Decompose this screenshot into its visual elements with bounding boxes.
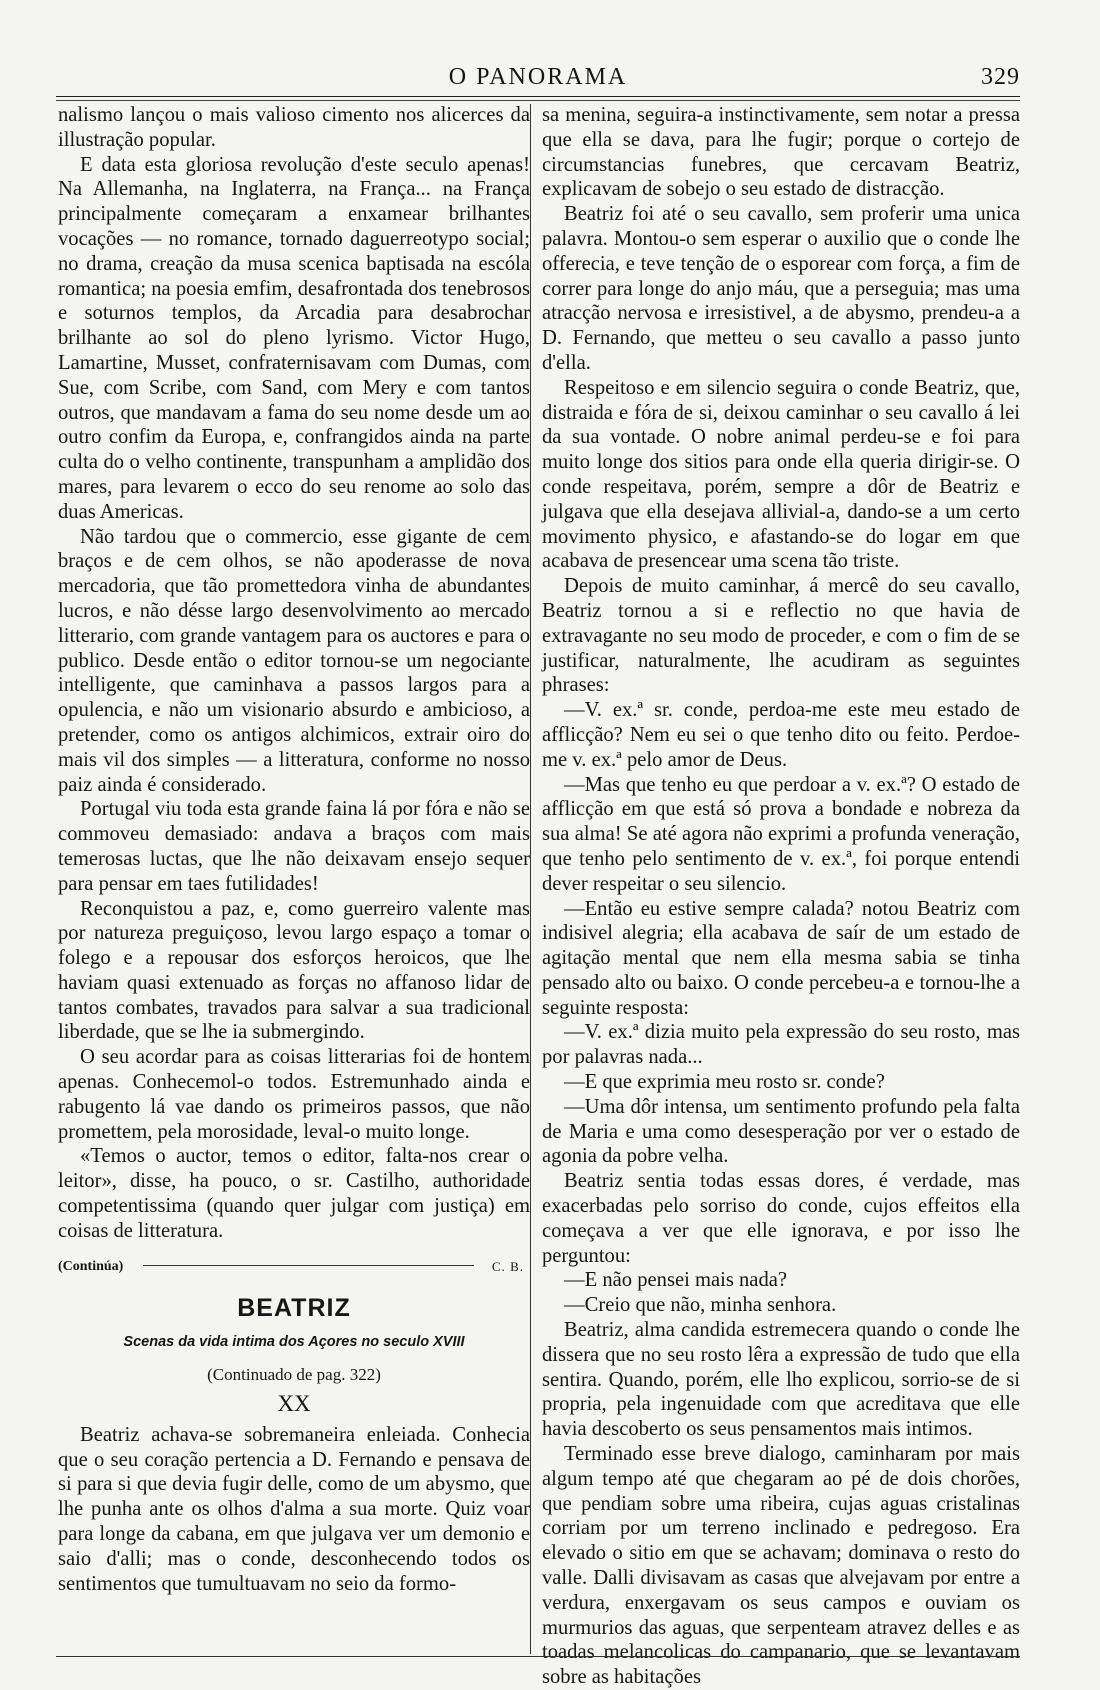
paragraph: nalismo lançou o mais valioso cimento nos alicerces da illustração popular. (58, 104, 530, 151)
article-title: BEATRIZ (237, 1293, 351, 1322)
header-rule-thin (56, 100, 1020, 101)
separator-rule (143, 1265, 474, 1266)
continua-note: (Continúa) (58, 1258, 124, 1274)
paragraph: Beatriz foi até o seu cavallo, sem proferir uma unica palavra. Montou-o sem esperar o auxilio que o conde lhe offerecia, e teve tenção de o esporear com força, a fim de correr para longe do anjo máu, que a perseguia; mas uma atracção nervosa e irresistivel, a de abysmo, prendeu-a a D. Fernando, que metteu o seu cavallo a passo junto d'ella. (542, 203, 1020, 374)
page-number: 329 (981, 64, 1020, 90)
author-signature: C. B. (491, 1258, 524, 1274)
paragraph: Terminado esse breve dialogo, caminharam por mais algum tempo até que chegaram ao pé de dois chorões, que pendiam sobre uma ribeira, cujas aguas cristalinas corriam por um terreno inclinado e pedregoso. Era elevado o sitio em que se achavam; dominava o resto do valle. Dalli divisavam as casas que alvejavam por entre a verdura, enxergavam os seus campos e ouviam os murmurios das aguas, que serpenteam atravez delles e as toadas melancolicas do campanario, que se levantavam sobre as habitações (542, 1443, 1020, 1689)
paragraph: sa menina, seguira-a instinctivamente, sem notar a pressa que ella se dava, para lhe fugir; porque o cortejo de circumstancias funebres, que cercavam Beatriz, explicavam de sobejo o seu estado de distracção. (542, 104, 1020, 201)
article-subtitle: Scenas da vida intima dos Açores no seculo XVIII (123, 1334, 465, 1351)
column-divider (530, 104, 531, 1654)
dialogue-line: —E não pensei mais nada? (564, 1269, 788, 1292)
paragraph: E data esta gloriosa revolução d'este seculo apenas! Na Allemanha, na Inglaterra, na França... na França principalmente começaram a enxamear brilhantes vocações — no romance, tornado daguerreotypo social; no drama, creação da musa scenica baptisada na escóla romantica; na poesia emfim, desafrontada dos tenebrosos e soturnos templos, da Arcadia para desabrochar brilhante ao sol do pleno lyrismo. Victor Hugo, Lamartine, Musset, confraternisavam com Dumas, com Sue, com Scribe, com Sand, com Mery e com tantos outros, que mandavam a fama do seu nome desde um ao outro confim da Europa, e, confrangidos ainda na parte culta do o velho continente, transpunham a amplidão dos mares, para levarem o ecco do seu renome ao solo das duas Americas. (58, 153, 530, 523)
paragraph: Respeitoso e em silencio seguira o conde Beatriz, que, distraida e fóra de si, deixou caminhar o seu cavallo á lei da sua vontade. O nobre animal perdeu-se e foi para muito longe dos sitios para onde ella queria dirigir-se. O conde respeitava, porém, sempre a dôr de Beatriz e julgava que ella desejava allivial-a, dando-se a um certo movimento physico, e afastando-se do logar em que acabava de presencear uma scena tão triste. (542, 376, 1020, 573)
dialogue-line: —Então eu estive sempre calada? notou Beatriz com indisivel alegria; ella acabava de saír de um estado de agitação mental que nem ella mesma sabia se tinha pensado alto ou baixo. O conde percebeu-a e tornou-lhe a seguinte resposta: (542, 897, 1020, 1019)
paragraph: Portugal viu toda esta grande faina lá por fóra e não se commoveu demasiado: andava a braços com mais temerosas luctas, que lhe não deixavam ensejo sequer para pensar em taes futilidades! (58, 798, 530, 895)
paragraph: «Temos o auctor, temos o editor, falta-nos crear o leitor», disse, ha pouco, o sr. Castilho, authoridade competentissima (quando quer julgar com justiça) em coisas de litteratura. (58, 1145, 530, 1242)
paragraph: Beatriz sentia todas essas dores, é verdade, mas exacerbadas pelo sorriso do conde, cujos effeitos ella começava a ver que elle ignorava, e por isso lhe perguntou: (542, 1170, 1020, 1267)
continued-from-note: (Continuado de pag. 322) (207, 1365, 381, 1385)
paragraph: Beatriz achava-se sobremaneira enleiada. Conhecia que o seu coração pertencia a D. Fernando e pensava de si para si que devia fugir delle, como de um abysmo, que lhe punha ante os olhos d'alma a sua morte. Quiz voar para longe da cabana, em que julgava ver um demonio e saio d'alli; mas o conde, desconhecendo todos os sentimentos que tumultuavam no seio da formo- (58, 1423, 530, 1595)
dialogue-line: —Uma dôr intensa, um sentimento profundo pela falta de Maria e uma como desesperação por ver o estado de agonia da pobre velha. (542, 1095, 1020, 1168)
page-header (56, 62, 1020, 98)
dialogue-line: —Creio que não, minha senhora. (564, 1294, 837, 1317)
dialogue-line: —E que exprimia meu rosto sr. conde? (564, 1071, 885, 1094)
continuation-line (58, 1250, 530, 1280)
footer-rule (56, 1656, 1020, 1657)
header-rule (56, 96, 1020, 97)
paragraph: O seu acordar para as coisas litterarias foi de hontem apenas. Conhecemol-o todos. Estremunhado ainda e rabugento lá vae dando os primeiros passos, que não promettem, pela morosidade, leval-o muito longe. (58, 1046, 530, 1143)
right-column (542, 103, 1020, 1689)
paragraph: Não tardou que o commercio, esse gigante de cem braços e de cem olhos, se não apoderasse de nova mercadoria, que tão promettedora vinha de abundantes lucros, e não désse largo desenvolvimento ao mercado litterario, com grande vantagem para os auctores e para o publico. Desde então o editor tornou-se um negociante intelligente, que caminhava a passos largos para a opulencia, e não um visionario absurdo e ambicioso, a pretender, como os antigos alchimicos, extrair oiro do mais vil dos simples — a litteratura, conforme no nosso paiz ainda é considerado. (58, 525, 530, 796)
left-column (58, 103, 530, 1643)
dialogue-line: —V. ex.ª dizia muito pela expressão do seu rosto, mas por palavras nada... (542, 1021, 1020, 1069)
paragraph: Beatriz, alma candida estremecera quando o conde lhe dissera que no seu rosto lêra a expressão de tudo que ella sentira. Quando, porém, elle lho explicou, sorrio-se de si propria, pela ingenuidade com que acreditava que elle havia descoberto os seus pensamentos mais intimos. (542, 1319, 1020, 1441)
dialogue-line: —Mas que tenho eu que perdoar a v. ex.ª? O estado de afflicção em que está só prova a bondade e nobreza da sua alma! Se até agora não exprimi a profunda veneração, que tenho pelo sentimento de v. ex.ª, foi porque entendi dever respeitar o seu silencio. (542, 773, 1020, 895)
chapter-number: XX (277, 1391, 311, 1417)
dialogue-line: —V. ex.ª sr. conde, perdoa-me este meu estado de afflicção? Nem eu sei o que tenho dito ou feito. Perdoe-me v. ex.ª pelo amor de Deus. (542, 699, 1020, 771)
paragraph: Depois de muito caminhar, á mercê do seu cavallo, Beatriz tornou a si e reflectio no que havia de extravagante no seu modo de proceder, e com o fim de se justificar, naturalmente, lhe acudiram as seguintes phrases: (542, 575, 1020, 697)
paragraph: Reconquistou a paz, e, como guerreiro valente mas por natureza preguiçoso, levou largo espaço a tomar o folego e a repousar dos esforços heroicos, que lhe haviam quasi extenuado as forças no affanoso lidar de tantos combates, travados para salvar a sua tradicional liberdade, que se lhe ia submergindo. (58, 897, 530, 1044)
publication-title: O PANORAMA (448, 64, 628, 90)
